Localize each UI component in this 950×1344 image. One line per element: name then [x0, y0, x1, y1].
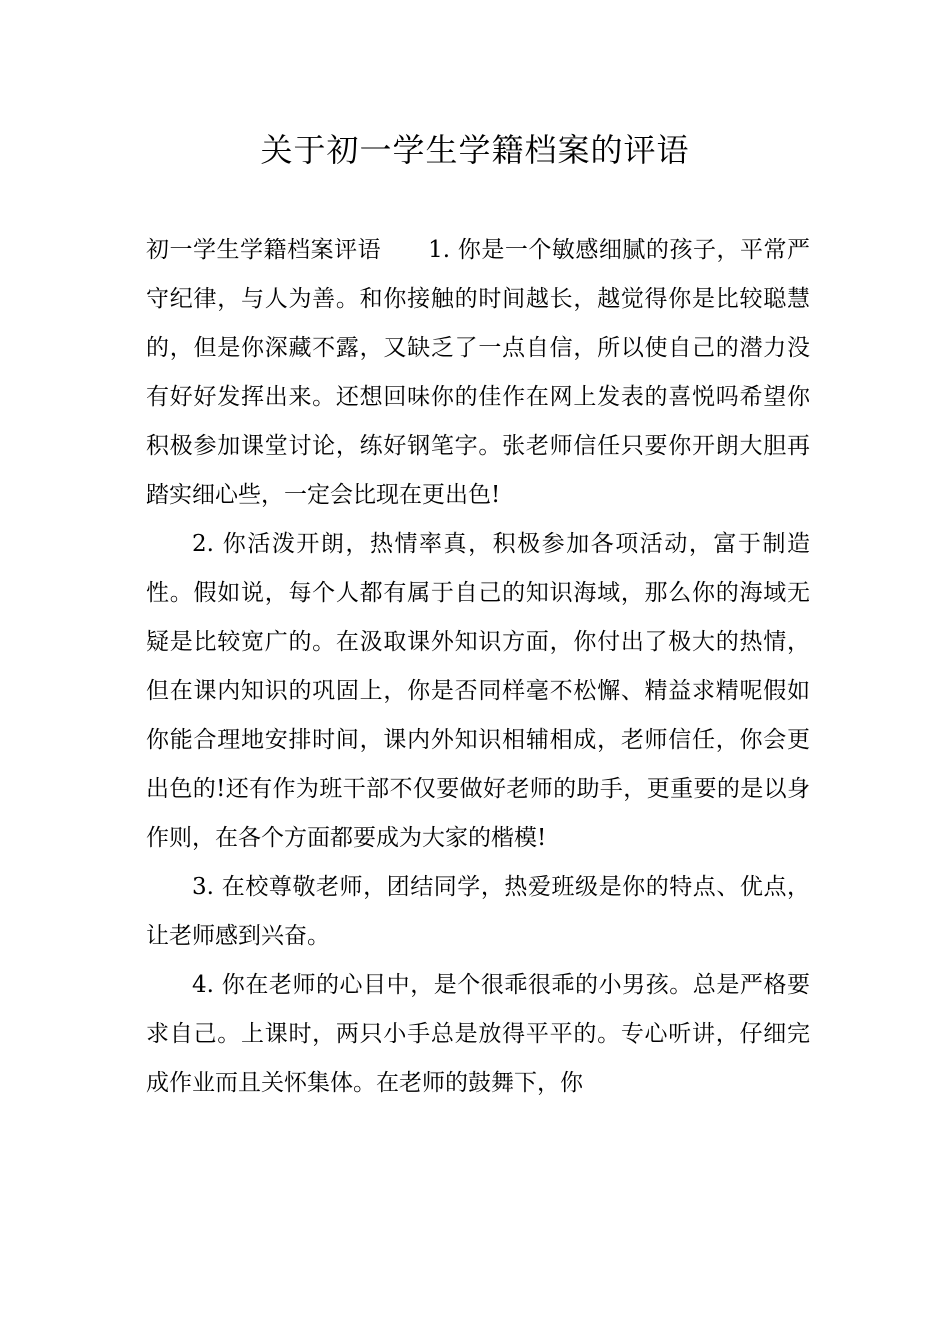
paragraph-intro: 初一学生学籍档案评语 1. 你是一个敏感细腻的孩子，平常严守纪律，与人为善。和你接触的时间越长，越觉得你是比较聪慧的，但是你深藏不露，又缺乏了一点自信，所以使自己的潜力没有好好发挥出来。还想回味你的佳作在网上发表的喜悦吗希望你积极参加课堂讨论，练好钢笔字。张老师信任只要你开朗大胆再踏实细心些，一定会比现在更出色! — [146, 237, 810, 508]
paragraph-3: 3. 在校尊敬老师，团结同学，热爱班级是你的特点、优点，让老师感到兴奋。 — [146, 874, 810, 949]
document-body — [146, 226, 810, 1108]
paragraph-4: 4. 你在老师的心目中，是个很乖很乖的小男孩。总是严格要求自己。上课时，两只小手总是放得平平的。专心听讲，仔细完成作业而且关怀集体。在老师的鼓舞下，你 — [146, 972, 810, 1096]
document-title: 关于初一学生学籍档案的评语 — [260, 131, 690, 169]
paragraph-2: 2. 你活泼开朗，热情率真，积极参加各项活动，富于制造性。假如说，每个人都有属于自己的知识海域，那么你的海域无疑是比较宽广的。在汲取课外知识方面，你付出了极大的热情，但在课内知识的巩固上，你是否同样毫不松懈、精益求精呢假如你能合理地安排时间，课内外知识相辅相成，老师信任，你会更出色的!还有作为班干部不仅要做好老师的助手，更重要的是以身作则，在各个方面都要成为大家的楷模! — [146, 531, 810, 851]
